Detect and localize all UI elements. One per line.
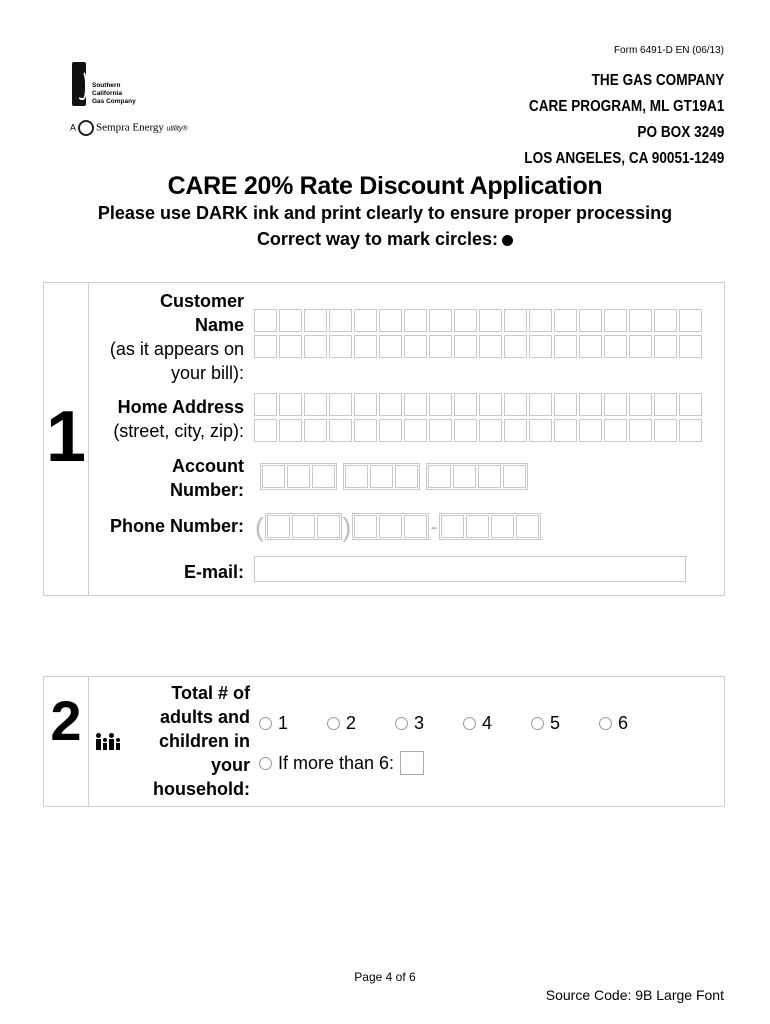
char-box[interactable] xyxy=(429,309,452,332)
char-box[interactable] xyxy=(404,419,427,442)
char-box[interactable] xyxy=(629,393,652,416)
instruction-circles: Correct way to mark circles: xyxy=(0,229,770,250)
digit-box[interactable] xyxy=(491,515,514,538)
char-box[interactable] xyxy=(504,335,527,358)
char-box[interactable] xyxy=(604,393,627,416)
char-box[interactable] xyxy=(579,335,602,358)
char-box[interactable] xyxy=(254,393,277,416)
char-box[interactable] xyxy=(329,335,352,358)
sempra-logo: A Sempra Energy utility® xyxy=(70,120,188,136)
family-icon xyxy=(96,733,120,750)
account-group-2[interactable] xyxy=(343,463,420,490)
char-box[interactable] xyxy=(429,419,452,442)
phone-area-code[interactable] xyxy=(265,513,342,540)
radio-circle[interactable] xyxy=(599,717,612,730)
instruction-ink: Please use DARK ink and print clearly to ensure proper processing xyxy=(97,203,673,223)
char-box[interactable] xyxy=(329,309,352,332)
digit-box[interactable] xyxy=(312,465,335,488)
char-box[interactable] xyxy=(304,335,327,358)
char-box[interactable] xyxy=(679,393,702,416)
household-size-label: Total # of adults and children in your household: xyxy=(153,683,250,799)
digit-box[interactable] xyxy=(287,465,310,488)
radio-circle[interactable] xyxy=(463,717,476,730)
char-box[interactable] xyxy=(279,419,302,442)
char-box[interactable] xyxy=(654,309,677,332)
filled-circle-icon xyxy=(502,235,513,246)
form-code: Form 6491-D EN (06/13) xyxy=(613,45,724,56)
digit-box[interactable] xyxy=(379,515,402,538)
digit-box[interactable] xyxy=(354,515,377,538)
customer-name-row-1[interactable] xyxy=(254,309,704,332)
char-box[interactable] xyxy=(579,309,602,332)
customer-name-label: Customer Name (as it appears on your bill): xyxy=(109,291,244,383)
char-box[interactable] xyxy=(529,335,552,358)
char-box[interactable] xyxy=(354,335,377,358)
char-box[interactable] xyxy=(554,309,577,332)
char-box[interactable] xyxy=(404,309,427,332)
digit-box[interactable] xyxy=(317,515,340,538)
digit-box[interactable] xyxy=(404,515,427,538)
char-box[interactable] xyxy=(254,309,277,332)
char-box[interactable] xyxy=(554,419,577,442)
home-address-row-1[interactable] xyxy=(254,393,704,416)
char-box[interactable] xyxy=(529,419,552,442)
char-box[interactable] xyxy=(479,335,502,358)
digit-box[interactable] xyxy=(453,465,476,488)
char-box[interactable] xyxy=(279,393,302,416)
household-option-2[interactable]: 2 xyxy=(327,713,395,734)
email-field[interactable] xyxy=(254,556,686,582)
char-box[interactable] xyxy=(354,419,377,442)
source-code: Source Code: 9B Large Font xyxy=(545,987,724,1003)
char-box[interactable] xyxy=(454,419,477,442)
section-1 xyxy=(43,282,725,596)
char-box[interactable] xyxy=(379,309,402,332)
radio-circle[interactable] xyxy=(531,717,544,730)
char-box[interactable] xyxy=(279,309,302,332)
digit-box[interactable] xyxy=(516,515,539,538)
digit-box[interactable] xyxy=(503,465,526,488)
char-box[interactable] xyxy=(679,309,702,332)
char-box[interactable] xyxy=(304,393,327,416)
sempra-mark-icon xyxy=(78,120,94,136)
socalgas-logo xyxy=(70,60,200,140)
customer-name-field[interactable] xyxy=(254,309,704,358)
char-box[interactable] xyxy=(654,393,677,416)
radio-circle[interactable] xyxy=(327,717,340,730)
household-option-1[interactable]: 1 xyxy=(259,713,327,734)
digit-box[interactable] xyxy=(370,465,393,488)
char-box[interactable] xyxy=(529,393,552,416)
account-number-label: Account Number: xyxy=(169,456,244,500)
char-box[interactable] xyxy=(379,335,402,358)
radio-circle[interactable] xyxy=(395,717,408,730)
char-box[interactable] xyxy=(379,393,402,416)
char-box[interactable] xyxy=(329,393,352,416)
char-box[interactable] xyxy=(554,335,577,358)
char-box[interactable] xyxy=(604,419,627,442)
household-option-5[interactable]: 5 xyxy=(531,713,599,734)
section-number: 2 xyxy=(50,689,82,752)
household-option-3[interactable]: 3 xyxy=(395,713,463,734)
digit-box[interactable] xyxy=(262,465,285,488)
char-box[interactable] xyxy=(504,419,527,442)
household-option-6[interactable]: 6 xyxy=(599,713,667,734)
phone-line[interactable] xyxy=(439,513,541,540)
char-box[interactable] xyxy=(429,393,452,416)
form-title: CARE 20% Rate Discount Application xyxy=(167,172,603,200)
digit-box[interactable] xyxy=(478,465,501,488)
char-box[interactable] xyxy=(254,335,277,358)
household-options xyxy=(259,713,667,734)
household-option-more[interactable]: If more than 6: xyxy=(259,751,424,775)
char-box[interactable] xyxy=(629,309,652,332)
char-box[interactable] xyxy=(454,393,477,416)
char-box[interactable] xyxy=(504,393,527,416)
char-box[interactable] xyxy=(279,335,302,358)
char-box[interactable] xyxy=(579,393,602,416)
char-box[interactable] xyxy=(304,419,327,442)
digit-box[interactable] xyxy=(345,465,368,488)
radio-circle[interactable] xyxy=(259,757,272,770)
char-box[interactable] xyxy=(429,335,452,358)
char-box[interactable] xyxy=(579,419,602,442)
char-box[interactable] xyxy=(354,393,377,416)
char-box[interactable] xyxy=(554,393,577,416)
char-box[interactable] xyxy=(629,335,652,358)
char-box[interactable] xyxy=(654,335,677,358)
char-box[interactable] xyxy=(479,419,502,442)
account-number-field[interactable] xyxy=(260,463,534,490)
home-address-field[interactable] xyxy=(254,393,704,442)
char-box[interactable] xyxy=(479,309,502,332)
char-box[interactable] xyxy=(629,419,652,442)
home-address-label: Home Address (street, city, zip): xyxy=(113,397,244,441)
digit-box[interactable] xyxy=(292,515,315,538)
digit-box[interactable] xyxy=(395,465,418,488)
flame-logo-icon xyxy=(72,62,86,106)
char-box[interactable] xyxy=(679,419,702,442)
phone-number-field[interactable] xyxy=(254,513,541,540)
phone-paren-open: ( xyxy=(255,511,264,542)
address-line: THE GAS COMPANY xyxy=(591,72,724,89)
address-line: LOS ANGELES, CA 90051-1249 xyxy=(523,150,724,167)
char-box[interactable] xyxy=(679,335,702,358)
digit-box[interactable] xyxy=(428,465,451,488)
char-box[interactable] xyxy=(454,309,477,332)
section-2 xyxy=(43,676,725,807)
char-box[interactable] xyxy=(529,309,552,332)
address-line: CARE PROGRAM, ML GT19A1 xyxy=(528,98,724,115)
char-box[interactable] xyxy=(604,309,627,332)
page-number: Page 4 of 6 xyxy=(354,970,416,984)
phone-number-label: Phone Number: xyxy=(109,516,244,536)
char-box[interactable] xyxy=(304,309,327,332)
phone-dash: - xyxy=(430,513,438,539)
char-box[interactable] xyxy=(404,335,427,358)
char-box[interactable] xyxy=(654,419,677,442)
char-box[interactable] xyxy=(379,419,402,442)
address-line: PO BOX 3249 xyxy=(637,124,724,141)
digit-box[interactable] xyxy=(441,515,464,538)
section-number: 1 xyxy=(45,397,87,477)
customer-name-row-2[interactable] xyxy=(254,335,704,358)
char-box[interactable] xyxy=(254,419,277,442)
digit-box[interactable] xyxy=(267,515,290,538)
char-box[interactable] xyxy=(504,309,527,332)
account-group-3[interactable] xyxy=(426,463,528,490)
phone-paren-close: ) xyxy=(342,511,352,542)
home-address-row-2[interactable] xyxy=(254,419,704,442)
logo-company-name: Southern California Gas Company xyxy=(92,82,136,105)
char-box[interactable] xyxy=(354,309,377,332)
char-box[interactable] xyxy=(454,335,477,358)
household-count-box[interactable] xyxy=(400,751,424,775)
radio-circle[interactable] xyxy=(259,717,272,730)
mailing-address xyxy=(524,68,724,172)
digit-box[interactable] xyxy=(466,515,489,538)
account-group-1[interactable] xyxy=(260,463,337,490)
char-box[interactable] xyxy=(404,393,427,416)
phone-prefix[interactable] xyxy=(352,513,429,540)
household-option-4[interactable]: 4 xyxy=(463,713,531,734)
char-box[interactable] xyxy=(329,419,352,442)
email-label: E-mail: xyxy=(183,562,244,582)
char-box[interactable] xyxy=(604,335,627,358)
char-box[interactable] xyxy=(479,393,502,416)
